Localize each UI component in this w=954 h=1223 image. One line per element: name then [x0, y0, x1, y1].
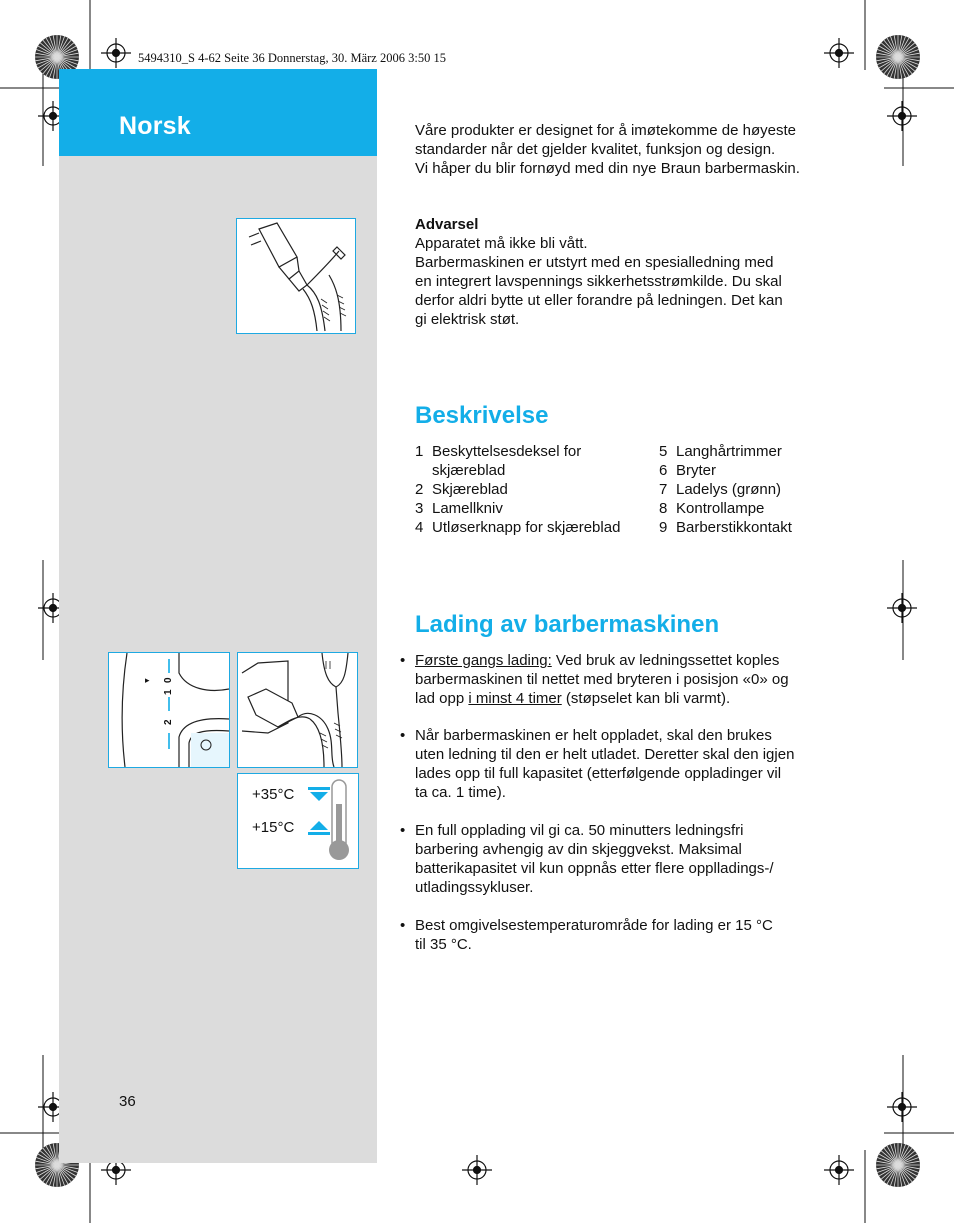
min-time-label: i minst 4 timer: [468, 690, 562, 707]
crosshair-center: [899, 605, 906, 612]
list-item: [659, 518, 849, 537]
bullet-dot: •: [400, 822, 406, 839]
item-label: Bryter: [676, 462, 717, 479]
item-label: Ladelys (grønn): [676, 481, 782, 498]
crosshair-center: [50, 113, 57, 120]
plug-socket-illustration: [238, 653, 357, 767]
charging-bullet-4: [400, 916, 840, 954]
intro-line: standarder når det gjelder kvalitet, funksjon og design.: [415, 141, 776, 158]
switch-arrow-mark: ▸: [145, 675, 150, 685]
bullet-text: batterikapasitet vil kun oppnås etter flere opplladings-/: [415, 860, 774, 877]
charging-bullet-1: [400, 651, 840, 708]
bullet-dot: •: [400, 727, 406, 744]
bullet-text: barbering avhengig av din skjeggvekst. Maksimal: [415, 841, 742, 858]
warning-line: derfor aldri bytte ut eller forandre på ledningen. Det kan: [415, 292, 783, 309]
bullet-text: lades opp til full kapasitet (etterfølgende oppladinger vil: [415, 765, 782, 782]
item-number: 1: [415, 443, 424, 460]
item-label: Skjæreblad: [432, 481, 508, 498]
crosshair-center: [474, 1167, 481, 1174]
bullet-text: Når barbermaskinen er helt oppladet, skal den brukes: [415, 727, 772, 744]
crosshair-center: [836, 50, 843, 57]
switch-illustration: [109, 653, 229, 767]
bullet-text: ta ca. 1 time).: [415, 784, 506, 801]
starburst-mark: [876, 1143, 920, 1187]
description-list-left: [415, 442, 655, 537]
warning-title: Advarsel: [415, 216, 479, 233]
item-number: 4: [415, 519, 424, 536]
temperature-figure: [237, 773, 359, 869]
charging-plug-figure: [237, 652, 358, 768]
bullet-text: barbermaskinen til nettet med bryteren i posisjon «0» og: [415, 671, 789, 688]
bullet-dot: •: [400, 652, 406, 669]
charging-title: Lading av barbermaskinen: [415, 611, 720, 638]
item-number: 6: [659, 462, 668, 479]
charging-bullet-3: [400, 821, 840, 897]
item-label: skjæreblad: [432, 462, 506, 479]
bullet-dot: •: [400, 917, 406, 934]
item-label: Barberstikkontakt: [676, 519, 792, 536]
thermometer-icon: [238, 774, 358, 868]
list-item: [659, 480, 849, 499]
bullet-text: uten ledning til den er helt utladet. Deretter skal den igjen: [415, 746, 795, 763]
page-number: 36: [119, 1093, 136, 1110]
warning-line: Barbermaskinen er utstyrt med en spesialledning med: [415, 254, 774, 271]
crosshair-center: [50, 1104, 57, 1111]
item-label: Kontrollampe: [676, 500, 765, 517]
switch-position-mark: 2: [163, 719, 174, 725]
description-list-right: [659, 442, 849, 537]
item-number: 9: [659, 519, 668, 536]
warning-line: Apparatet må ikke bli vått.: [415, 235, 588, 252]
temp-high-label: +35°C: [252, 786, 295, 803]
warning-section: [415, 215, 855, 329]
list-item: [415, 518, 655, 537]
item-label: Beskyttelsesdeksel for: [432, 443, 582, 460]
list-item: [659, 461, 849, 480]
first-charge-label: Første gangs lading:: [415, 652, 552, 669]
item-label: Utløserknapp for skjæreblad: [432, 519, 621, 536]
plug-cord-figure: [236, 218, 356, 334]
switch-position-mark: 0: [163, 677, 174, 683]
intro-line: Vi håper du blir fornøyd med din nye Braun barbermaskin.: [415, 160, 800, 177]
intro-paragraph: [415, 121, 855, 178]
list-item: [659, 442, 849, 461]
temp-low-label: +15°C: [252, 819, 295, 836]
item-label: Lamellkniv: [432, 500, 503, 517]
bullet-text: lad opp: [415, 690, 469, 707]
crosshair-center: [899, 113, 906, 120]
crosshair-center: [113, 1167, 120, 1174]
shaver-switch-figure: [108, 652, 230, 768]
warning-line: en integrert lavspennings sikkerhetsstrømkilde. Du skal: [415, 273, 782, 290]
crosshair-center: [899, 1104, 906, 1111]
crosshair-center: [50, 605, 57, 612]
item-number: 3: [415, 500, 424, 517]
description-title: Beskrivelse: [415, 402, 549, 429]
starburst-mark: [876, 35, 920, 79]
item-number: 8: [659, 500, 668, 517]
switch-position-mark: 1: [163, 689, 174, 695]
bullet-text: En full opplading vil gi ca. 50 minutters ledningsfri: [415, 822, 744, 839]
language-header-band: [59, 69, 377, 156]
item-label: Langhårtrimmer: [676, 443, 782, 460]
item-number: 5: [659, 443, 668, 460]
charging-bullet-2: [400, 726, 840, 802]
plug-illustration: [237, 219, 355, 333]
bullet-text: Ved bruk av ledningssettet koples: [551, 652, 780, 669]
item-number: 7: [659, 481, 668, 498]
list-item: [659, 499, 849, 518]
item-number: 2: [415, 481, 424, 498]
print-info-line: 5494310_S 4-62 Seite 36 Donnerstag, 30. März 2006 3:50 15: [138, 51, 446, 65]
intro-line: Våre produkter er designet for å imøtekomme de høyeste: [415, 122, 797, 139]
list-item: [415, 499, 655, 518]
list-item: [415, 442, 655, 480]
crosshair-center: [113, 50, 120, 57]
bullet-text: (støpselet kan bli varmt).: [561, 690, 731, 707]
bullet-text: utladingssykluser.: [415, 879, 534, 896]
crosshair-center: [836, 1167, 843, 1174]
list-item: [415, 480, 655, 499]
bullet-text: til 35 °C.: [415, 936, 472, 953]
language-title: Norsk: [119, 112, 191, 140]
bullet-text: Best omgivelsestemperaturområde for lading er 15 °C: [415, 917, 773, 934]
warning-line: gi elektrisk støt.: [415, 311, 520, 328]
